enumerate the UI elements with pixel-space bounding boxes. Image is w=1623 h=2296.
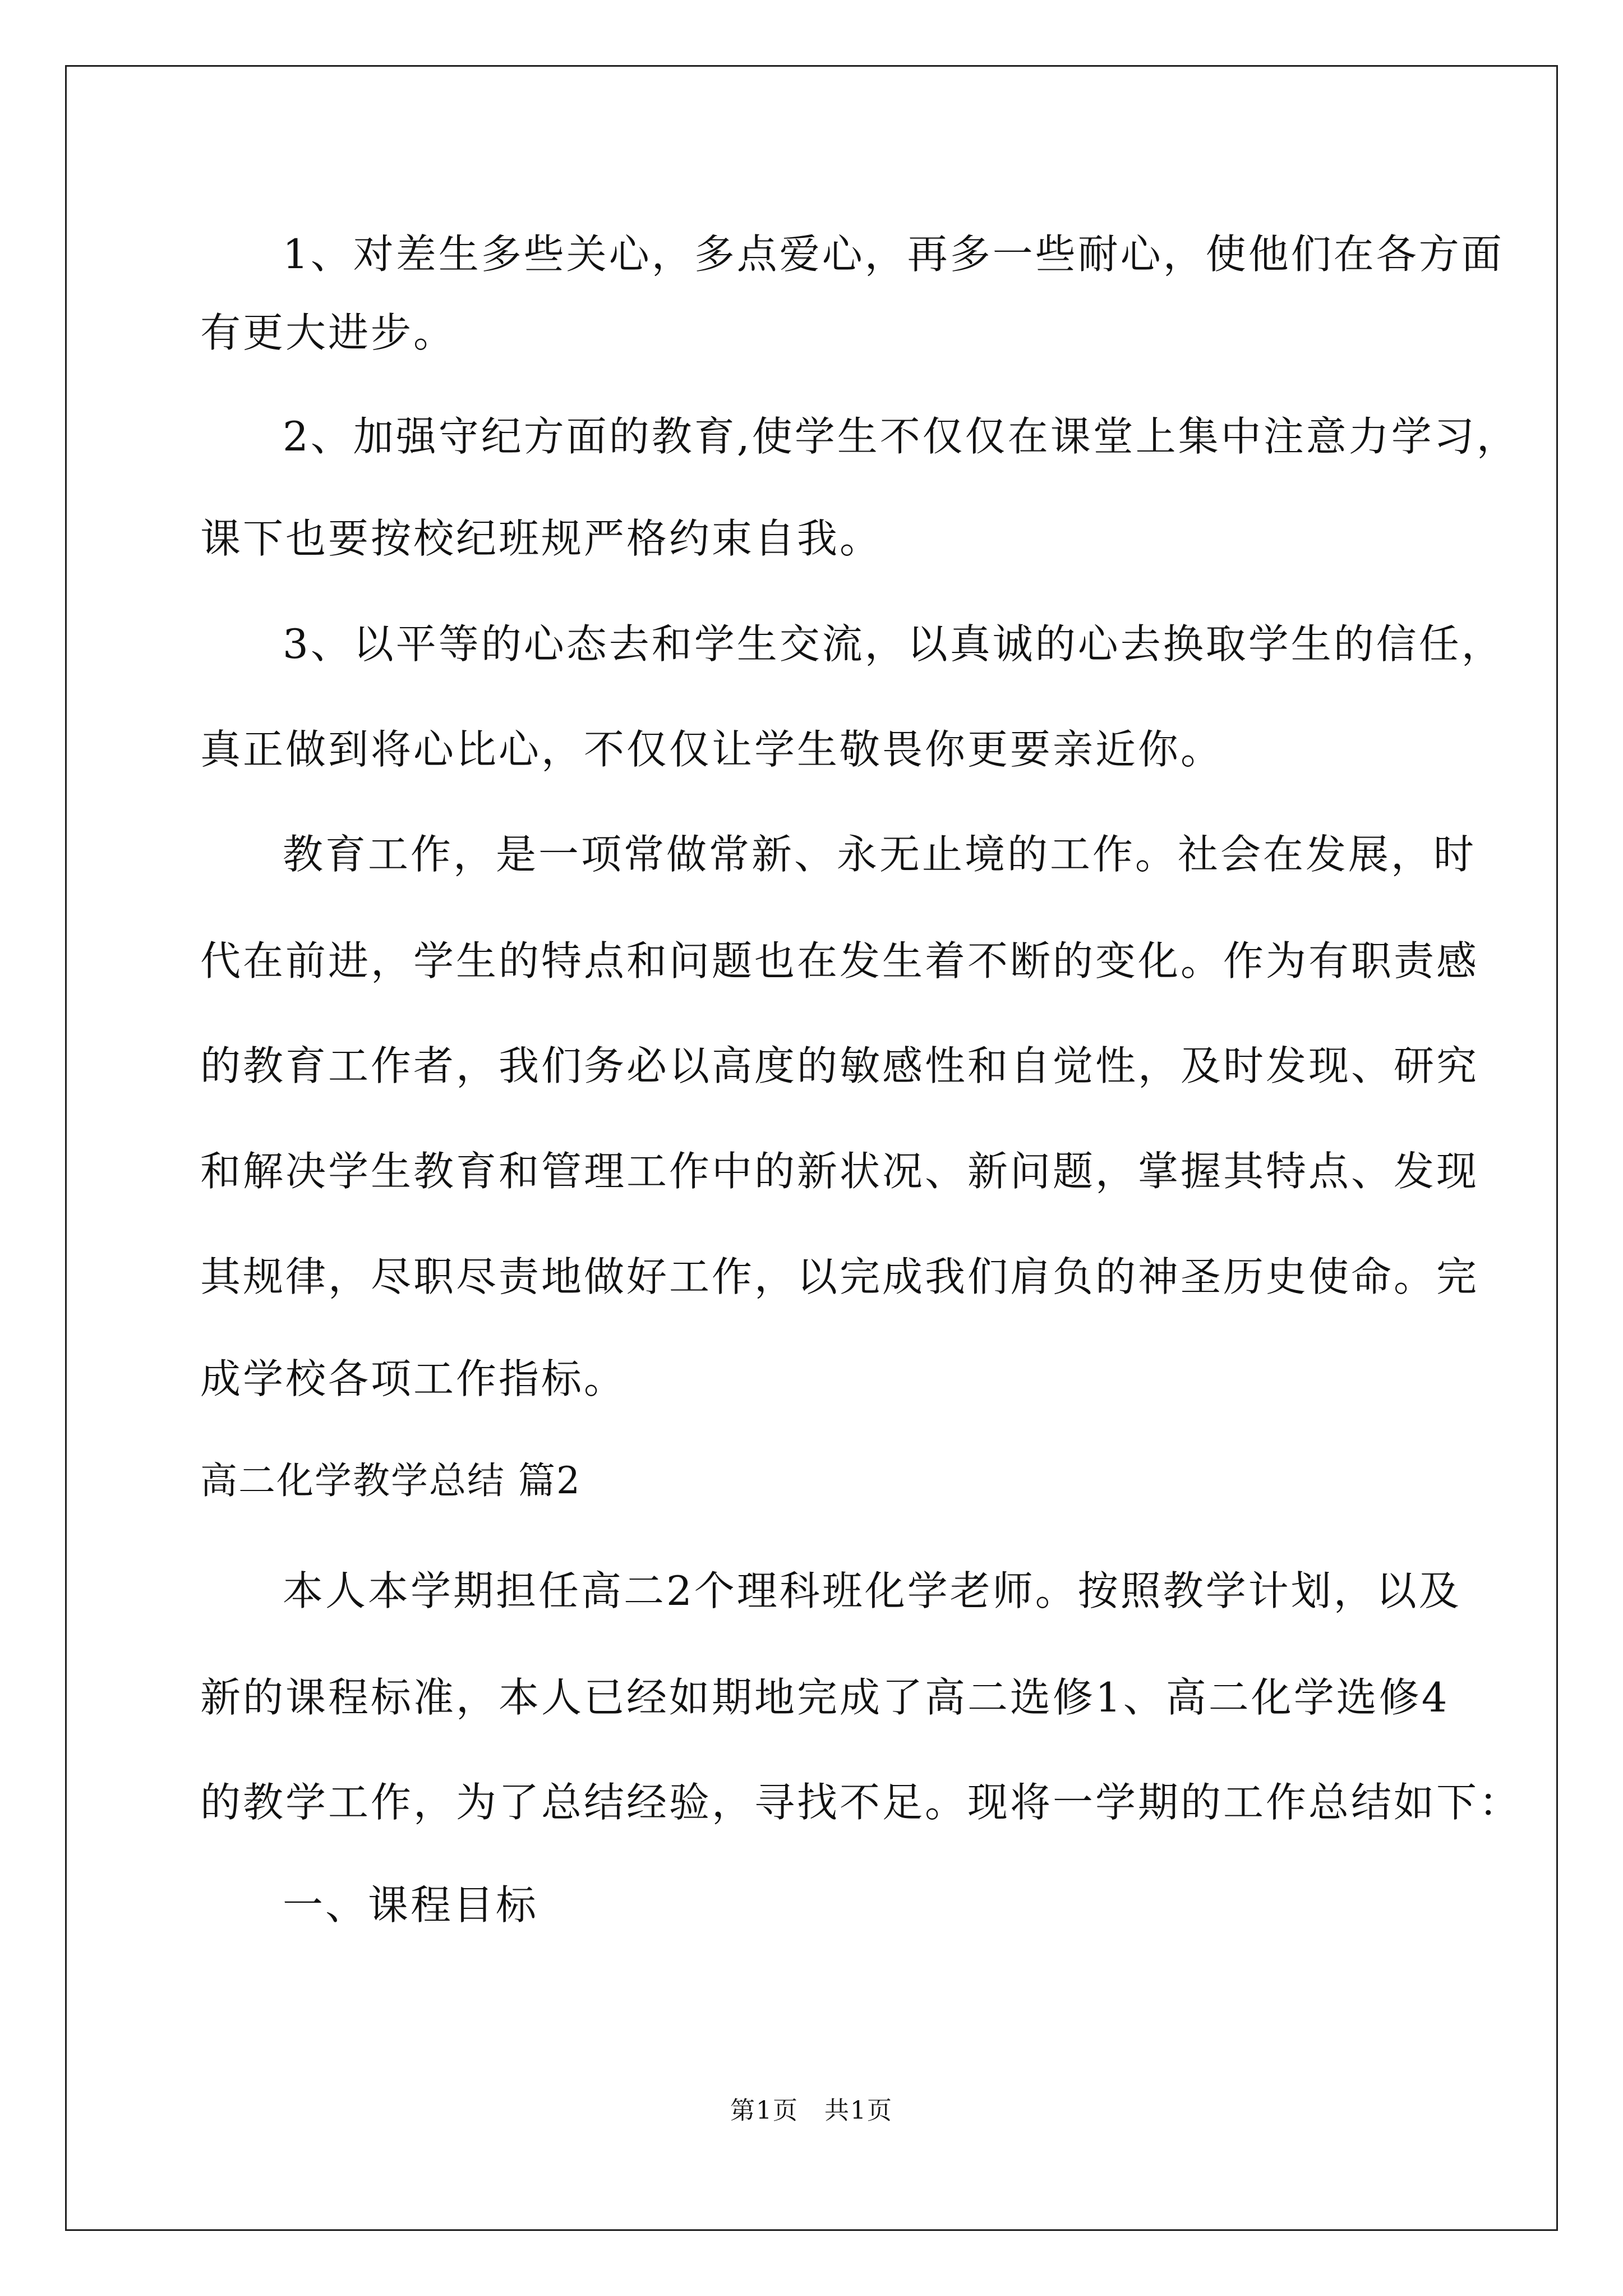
paragraph-4-line-4: 和解决学生教育和管理工作中的新状况、新问题，掌握其特点、发现 xyxy=(200,1148,1479,1195)
page-footer: 第1页 共1页 xyxy=(730,2096,893,2125)
paragraph-5-line-2: 新的课程标准，本人已经如期地完成了高二选修1、高二化学选修4 xyxy=(200,1674,1450,1721)
section-heading: 高二化学教学总结 篇2 xyxy=(200,1459,581,1502)
paragraph-3-line-2: 真正做到将心比心，不仅仅让学生敬畏你更要亲近你。 xyxy=(200,726,1224,773)
paragraph-4-line-3: 的教育工作者，我们务必以高度的敏感性和自觉性，及时发现、研究 xyxy=(200,1042,1479,1089)
paragraph-4-line-5: 其规律，尽职尽责地做好工作，以完成我们肩负的神圣历史使命。完 xyxy=(200,1253,1479,1300)
paragraph-1-line-1: 1、对差生多些关心，多点爱心，再多一些耐心，使他们在各方面 xyxy=(283,231,1504,278)
paragraph-5-line-1: 本人本学期担任高二2个理科班化学老师。按照教学计划，以及 xyxy=(283,1567,1461,1614)
paragraph-4-line-6: 成学校各项工作指标。 xyxy=(200,1355,627,1402)
paragraph-4-line-2: 代在前进，学生的特点和问题也在发生着不断的变化。作为有职责感 xyxy=(200,937,1479,984)
paragraph-2-line-1: 2、加强守纪方面的教育,使学生不仅仅在课堂上集中注意力学习， xyxy=(283,413,1519,460)
paragraph-1-line-2: 有更大进步。 xyxy=(200,309,457,356)
paragraph-3-line-1: 3、以平等的心态去和学生交流，以真诚的心去换取学生的信任， xyxy=(283,620,1504,668)
paragraph-4-line-1: 教育工作，是一项常做常新、永无止境的工作。社会在发展，时 xyxy=(283,831,1477,878)
paragraph-5-line-3: 的教学工作，为了总结经验，寻找不足。现将一学期的工作总结如下： xyxy=(200,1779,1522,1826)
subheading-course-goals: 一、课程目标 xyxy=(283,1881,539,1929)
paragraph-2-line-2: 课下也要按校纪班规严格约束自我。 xyxy=(200,515,883,562)
